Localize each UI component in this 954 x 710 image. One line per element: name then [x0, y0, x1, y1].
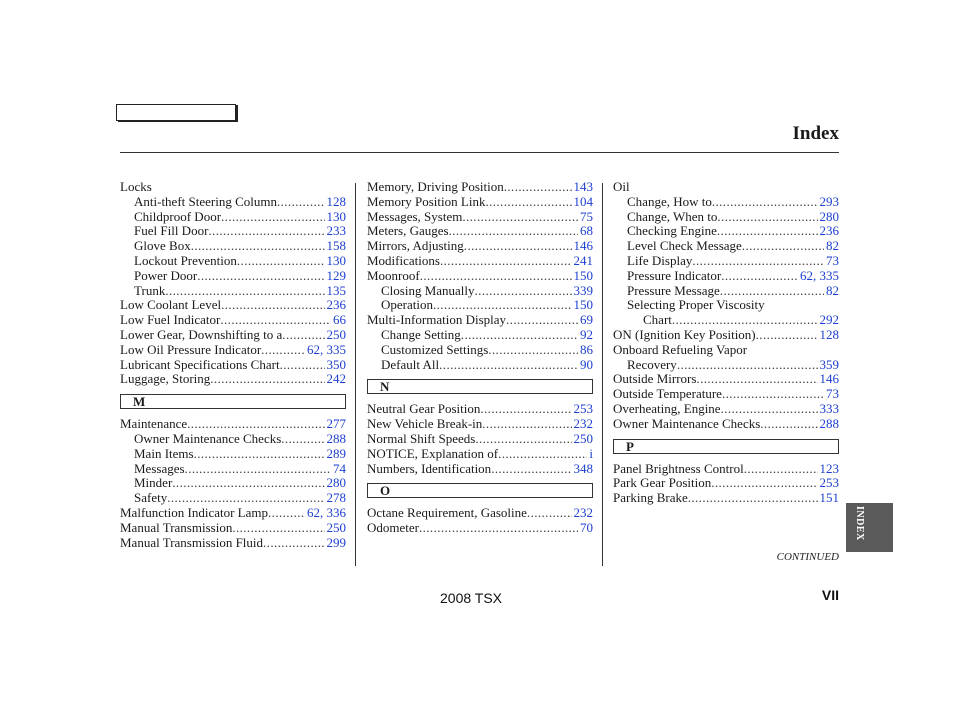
index-side-tab[interactable] [846, 503, 893, 552]
footer-model: 2008 TSX [440, 590, 503, 606]
page-number: VII [821, 587, 839, 603]
entry-term: Glove Box [134, 238, 191, 254]
index-entry [613, 387, 839, 402]
index-entry [367, 210, 593, 225]
index-entry [613, 224, 839, 239]
page-link[interactable]: 293 [819, 193, 839, 209]
entry-term: Messages [134, 460, 185, 476]
page-link[interactable]: 288 [819, 415, 839, 431]
page-link[interactable]: 348 [573, 460, 593, 476]
entry-term: Moonroof [367, 267, 420, 283]
entry-group [613, 462, 839, 506]
page-link[interactable]: 128 [819, 326, 839, 342]
entry-term: Owner Maintenance Checks [613, 415, 761, 431]
dot-leader [672, 313, 818, 328]
entry-term: Default All [381, 356, 440, 372]
entry-term: Luggage, Storing [120, 371, 211, 387]
entry-term: Main Items [134, 445, 194, 461]
dot-leader [506, 313, 578, 328]
column-divider [355, 183, 356, 566]
index-entry [120, 239, 346, 254]
dot-leader [281, 432, 324, 447]
entry-term: Outside Temperature [613, 386, 722, 402]
page-link[interactable]: 130 [326, 252, 346, 268]
dot-leader [208, 224, 324, 239]
index-entry [120, 476, 346, 491]
index-entry [613, 195, 839, 210]
page-link[interactable]: 292 [819, 312, 839, 328]
entry-term: Park Gear Position [613, 475, 712, 491]
dot-leader [475, 432, 571, 447]
page-link[interactable]: 333 [819, 400, 839, 416]
index-entry [367, 313, 593, 328]
dot-leader [232, 521, 324, 536]
page-link[interactable]: 359 [819, 356, 839, 372]
page-link[interactable]: 66 [333, 312, 346, 328]
page-link[interactable]: 62, 336 [307, 504, 346, 520]
page-link[interactable]: 233 [326, 223, 346, 239]
entry-term: Childproof Door [134, 208, 222, 224]
index-entry [613, 372, 839, 387]
page-link[interactable]: 253 [819, 475, 839, 491]
page-link[interactable]: 288 [326, 430, 346, 446]
entry-term: New Vehicle Break-in [367, 416, 483, 432]
index-entry [120, 180, 346, 195]
dot-leader [461, 328, 578, 343]
header-label-box [116, 104, 236, 121]
dot-leader [677, 358, 818, 373]
page-link[interactable]: 92 [580, 326, 593, 342]
entry-group [120, 180, 346, 387]
dot-leader [172, 476, 324, 491]
dot-leader [756, 328, 818, 343]
index-entry [120, 521, 346, 536]
entry-term: Power Door [134, 267, 198, 283]
dot-leader [191, 239, 325, 254]
entry-term: Change, How to [627, 193, 712, 209]
entry-group [367, 506, 593, 536]
entry-term: Fuel Fill Door [134, 223, 209, 239]
index-entry [120, 269, 346, 284]
index-entry [120, 506, 346, 521]
entry-term: Maintenance [120, 416, 188, 432]
index-entry [120, 447, 346, 462]
index-entry [367, 447, 593, 462]
dot-leader [722, 387, 824, 402]
index-entry [613, 254, 839, 269]
entry-term: Minder [134, 475, 173, 491]
dot-leader [720, 284, 824, 299]
index-entry [367, 180, 593, 195]
index-entry [613, 328, 839, 343]
index-column-1 [120, 180, 346, 550]
entry-term: Pressure Indicator [627, 267, 722, 283]
entry-term: Anti-theft Steering Column [134, 193, 277, 209]
page-link[interactable]: 232 [573, 505, 593, 521]
section-header-m: M [120, 394, 346, 409]
dot-leader [194, 447, 325, 462]
page-link[interactable]: 280 [819, 208, 839, 224]
dot-leader [527, 506, 572, 521]
entry-term: Level Check Message [627, 238, 742, 254]
dot-leader [498, 447, 587, 462]
index-entry [367, 417, 593, 432]
entry-term: NOTICE, Explanation of [367, 445, 499, 461]
entry-term: Panel Brightness Control [613, 460, 744, 476]
index-entry [120, 210, 346, 225]
entry-term: Manual Transmission Fluid [120, 534, 264, 550]
page-link[interactable]: 143 [573, 179, 593, 194]
page-link[interactable]: 135 [326, 282, 346, 298]
index-entry [120, 432, 346, 447]
entry-group [120, 417, 346, 550]
entry-group [367, 402, 593, 476]
page-link[interactable]: 82 [826, 238, 839, 254]
entry-term: Multi-Information Display [367, 312, 507, 328]
index-entry [120, 328, 346, 343]
index-entry [613, 284, 839, 299]
entry-term: Low Fuel Indicator [120, 312, 221, 328]
page-link[interactable]: 151 [819, 490, 839, 506]
section-header-p: P [613, 439, 839, 454]
page-link[interactable]: 74 [333, 460, 346, 476]
dot-leader [485, 195, 571, 210]
dot-leader [449, 224, 578, 239]
entry-term: Recovery [627, 356, 677, 372]
page-link[interactable]: 232 [573, 416, 593, 432]
index-entry [367, 195, 593, 210]
index-entry [613, 210, 839, 225]
entry-term: Modifications [367, 252, 440, 268]
entry-term: Memory, Driving Position [367, 179, 504, 194]
page-link[interactable]: 150 [573, 267, 593, 283]
dot-leader [220, 313, 331, 328]
page-link[interactable]: 250 [326, 326, 346, 342]
dot-leader [419, 521, 578, 536]
index-entry [120, 195, 346, 210]
entry-group [367, 180, 593, 372]
page-link[interactable]: 68 [580, 223, 593, 239]
page-link[interactable]: 253 [573, 401, 593, 417]
entry-term: Onboard Refueling Vapor [613, 341, 748, 357]
section-header-n: N [367, 379, 593, 394]
entry-term: Closing Manually [381, 282, 475, 298]
entry-term: Selecting Proper Viscosity [627, 297, 765, 313]
column-divider [602, 183, 603, 566]
entry-term: Numbers, Identification [367, 460, 492, 476]
dot-leader [237, 254, 325, 269]
index-entry [367, 269, 593, 284]
entry-term: Life Display [627, 252, 693, 268]
page-link[interactable]: 350 [326, 356, 346, 372]
index-entry [120, 343, 346, 358]
dot-leader [712, 195, 818, 210]
index-entry [120, 313, 346, 328]
entry-term: Odometer [367, 520, 419, 536]
index-column-2 [367, 180, 593, 536]
page-link[interactable]: 289 [326, 445, 346, 461]
index-entry [367, 432, 593, 447]
entry-term: Low Oil Pressure Indicator [120, 341, 262, 357]
entry-term: Messages, System [367, 208, 463, 224]
page-link[interactable]: 128 [326, 193, 346, 209]
index-entry [120, 372, 346, 387]
index-entry [367, 358, 593, 373]
entry-term: Malfunction Indicator Lamp [120, 504, 269, 520]
index-entry [367, 328, 593, 343]
page-link[interactable]: 73 [826, 386, 839, 402]
entry-term: Neutral Gear Position [367, 401, 481, 417]
index-column-3 [613, 180, 839, 506]
entry-term: Customized Settings [381, 341, 489, 357]
page-link[interactable]: 241 [573, 252, 593, 268]
dot-leader [165, 284, 324, 299]
entry-term: Normal Shift Speeds [367, 430, 476, 446]
page-link[interactable]: 90 [580, 356, 593, 372]
index-entry [367, 506, 593, 521]
index-entry [613, 491, 839, 506]
dot-leader [187, 417, 324, 432]
index-entry [613, 313, 839, 328]
entry-term: Chart [643, 312, 672, 328]
dot-leader [744, 462, 818, 477]
page-link[interactable]: 150 [573, 297, 593, 313]
index-entry [120, 224, 346, 239]
index-entry [120, 254, 346, 269]
page-link[interactable]: 70 [580, 520, 593, 536]
index-entry [613, 239, 839, 254]
page-link[interactable]: 146 [573, 238, 593, 254]
dot-leader [185, 462, 331, 477]
page-link[interactable]: 158 [326, 238, 346, 254]
index-entry [613, 269, 839, 284]
index-entry [120, 284, 346, 299]
index-entry [613, 298, 839, 313]
entry-term: Locks [120, 179, 152, 194]
page-link[interactable]: 250 [326, 519, 346, 535]
page-link[interactable]: 236 [819, 223, 839, 239]
index-entry [367, 254, 593, 269]
entry-term: Mirrors, Adjusting [367, 238, 464, 254]
page-link[interactable]: 250 [573, 430, 593, 446]
entry-term: Oil [613, 179, 630, 194]
index-entry [367, 298, 593, 313]
entry-term: Operation [381, 297, 433, 313]
page-link[interactable]: i [589, 445, 593, 461]
entry-term: Meters, Gauges [367, 223, 449, 239]
entry-term: Owner Maintenance Checks [134, 430, 282, 446]
index-entry [120, 491, 346, 506]
side-tab-label: INDEX [854, 506, 865, 541]
index-entry [613, 476, 839, 491]
entry-term: ON (Ignition Key Position) [613, 326, 756, 342]
index-entry [613, 358, 839, 373]
section-header-o: O [367, 483, 593, 498]
page-link[interactable]: 62, 335 [307, 341, 346, 357]
page-link[interactable]: 62, 335 [800, 267, 839, 283]
index-entry [367, 284, 593, 299]
page-link[interactable]: 278 [326, 490, 346, 506]
dot-leader [721, 269, 798, 284]
page-link[interactable]: 339 [573, 282, 593, 298]
dot-leader [717, 224, 818, 239]
index-entry [120, 462, 346, 477]
entry-term: Overheating, Engine [613, 400, 721, 416]
index-entry [367, 343, 593, 358]
page-link[interactable]: 75 [580, 208, 593, 224]
dot-leader [221, 298, 324, 313]
dot-leader [760, 417, 817, 432]
index-entry [120, 298, 346, 313]
dot-leader [263, 536, 324, 551]
dot-leader [280, 358, 325, 373]
entry-term: Manual Transmission [120, 519, 233, 535]
entry-term: Change Setting [381, 326, 461, 342]
dot-leader [742, 239, 824, 254]
dot-leader [692, 254, 824, 269]
dot-leader [167, 491, 324, 506]
entry-term: Parking Brake [613, 490, 688, 506]
dot-leader [433, 298, 572, 313]
dot-leader [282, 328, 324, 343]
page-link[interactable]: 280 [326, 475, 346, 491]
page-link[interactable]: 242 [326, 371, 346, 387]
entry-term: Octane Requirement, Gasoline [367, 505, 527, 521]
entry-group [613, 180, 839, 432]
page-title: Index [792, 123, 839, 144]
title-rule [120, 152, 839, 153]
entry-term: Safety [134, 490, 168, 506]
index-entry [613, 343, 839, 358]
dot-leader [268, 506, 305, 521]
index-entry [367, 521, 593, 536]
index-entry [367, 462, 593, 477]
dot-leader [488, 343, 578, 358]
entry-term: Checking Engine [627, 223, 717, 239]
dot-leader [475, 284, 572, 299]
continued-label: CONTINUED [776, 551, 839, 563]
dot-leader [277, 195, 325, 210]
entry-term: Trunk [134, 282, 166, 298]
page-link[interactable]: 123 [819, 460, 839, 476]
dot-leader [464, 239, 572, 254]
page-link[interactable]: 299 [326, 534, 346, 550]
dot-leader [420, 269, 572, 284]
index-entry [367, 224, 593, 239]
page-link[interactable]: 104 [573, 193, 593, 209]
index-entry [367, 239, 593, 254]
page-link[interactable]: 82 [826, 282, 839, 298]
dot-leader [480, 402, 571, 417]
index-entry [613, 402, 839, 417]
index-entry [367, 402, 593, 417]
dot-leader [482, 417, 571, 432]
dot-leader [439, 358, 578, 373]
dot-leader [711, 476, 817, 491]
page-link[interactable]: 69 [580, 312, 593, 328]
index-entry [613, 462, 839, 477]
page-link[interactable]: 130 [326, 208, 346, 224]
dot-leader [221, 210, 324, 225]
dot-leader [491, 462, 571, 477]
entry-term: Lower Gear, Downshifting to a [120, 326, 283, 342]
index-entry [120, 358, 346, 373]
index-entry [120, 536, 346, 551]
dot-leader [210, 372, 324, 387]
entry-term: Outside Mirrors [613, 371, 697, 387]
entry-term: Low Coolant Level [120, 297, 222, 313]
entry-term: Lockout Prevention [134, 252, 237, 268]
entry-term: Memory Position Link [367, 193, 486, 209]
page-link[interactable]: 86 [580, 341, 593, 357]
page-link[interactable]: 73 [826, 252, 839, 268]
dot-leader [462, 210, 578, 225]
index-entry [613, 417, 839, 432]
dot-leader [696, 372, 817, 387]
dot-leader [261, 343, 305, 358]
entry-term: Change, When to [627, 208, 718, 224]
dot-leader [504, 180, 572, 195]
page-link[interactable]: 277 [326, 416, 346, 432]
dot-leader [440, 254, 572, 269]
dot-leader [197, 269, 324, 284]
dot-leader [721, 402, 818, 417]
index-entry [120, 417, 346, 432]
page-link[interactable]: 236 [326, 297, 346, 313]
page-link[interactable]: 129 [326, 267, 346, 283]
entry-term: Pressure Message [627, 282, 720, 298]
dot-leader [688, 491, 818, 506]
entry-term: Lubricant Specifications Chart [120, 356, 280, 372]
page-link[interactable]: 146 [819, 371, 839, 387]
index-entry [613, 180, 839, 195]
dot-leader [717, 210, 817, 225]
